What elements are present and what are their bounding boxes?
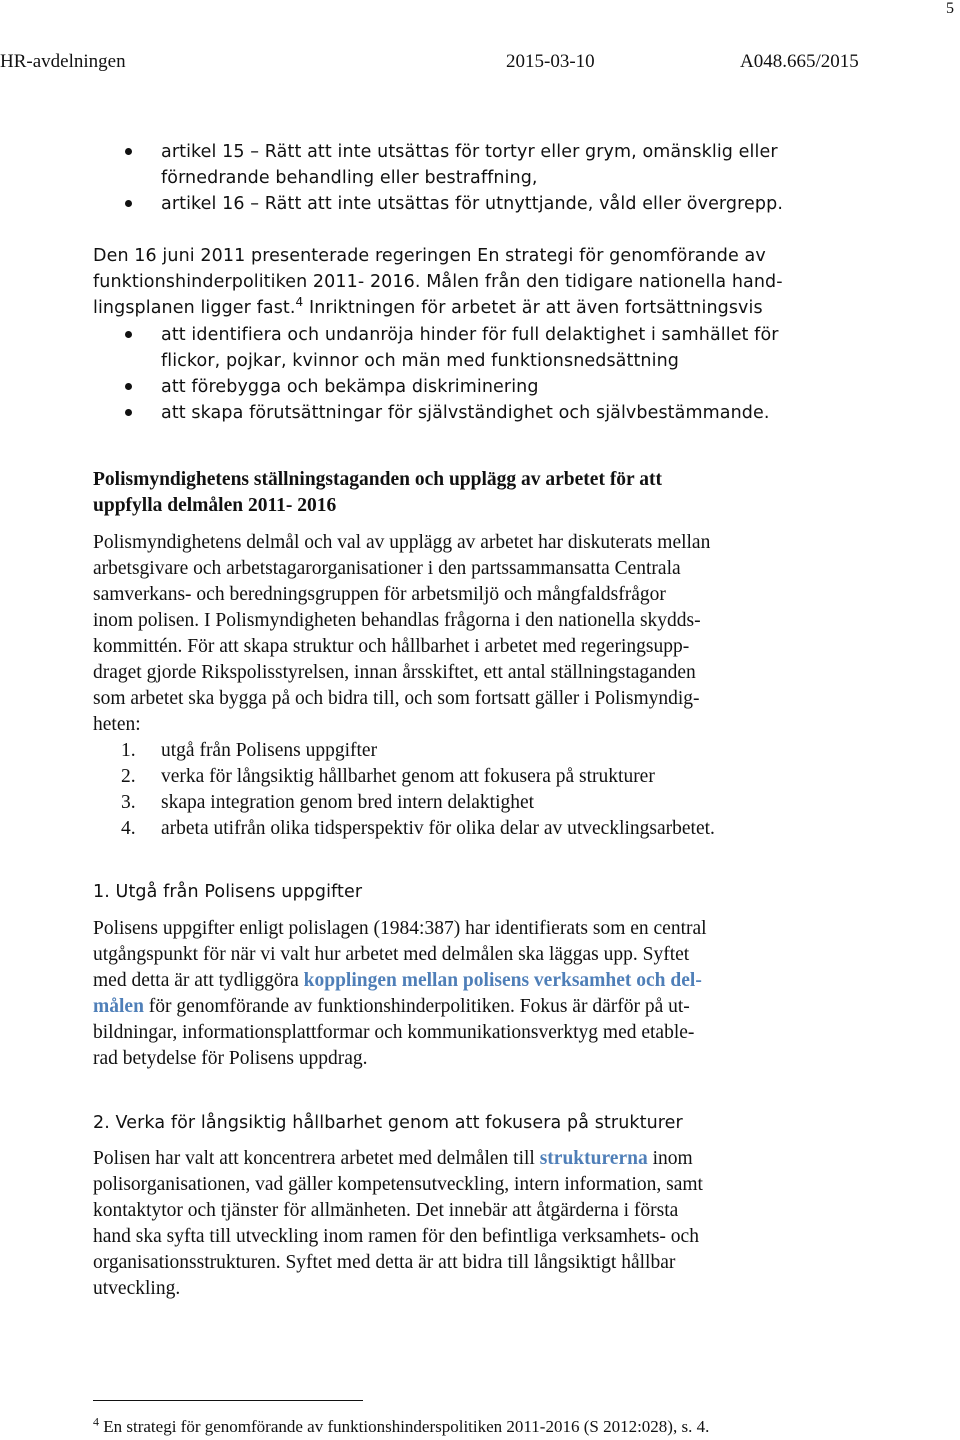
subsection1-heading: 1. Utgå från Polisens uppgifter bbox=[93, 882, 363, 902]
subsection1-paragraph: Polisens uppgifter enligt polislagen (1984:387) har identifierats som en central utgångspunkt för när vi valt hur arbetet med delmålen ska läggas upp. Syftet med detta är att tydliggöra kopplingen mellan polisens verksamhet och del- målen för genomförande av funktionshinderpolitiken. Fokus är därför på ut- bildningar, informationsplattformar och kommunikationsverktyg med etable- rad betydelse för Polisens uppdrag. bbox=[93, 918, 707, 1069]
list-item: 4. arbeta utifrån olika tidsperspektiv för olika delar av utvecklingsarbetet. bbox=[121, 818, 715, 839]
list-item: artikel 15 – Rätt att inte utsättas för tortyr eller grym, omänsklig eller förnedrande behandling eller bestraffning, bbox=[125, 139, 783, 191]
list-item: 3. skapa integration genom bred intern delaktighet bbox=[121, 792, 535, 813]
subsection2-paragraph: Polisen har valt att koncentrera arbetet med delmålen till strukturerna inom polisorganisationen, vad gäller kompetensutveckling, intern information, samt kontaktytor och tjänster för allmänheten. Det innebär att åtgärderna i första hand ska syfta till utveckling inom ramen för den befintliga verksamhets- och organisationsstrukturen. Syftet med detta är att bidra till långsiktigt hållbar utveckling. bbox=[93, 1148, 703, 1299]
subsection2-heading: 2. Verka för långsiktig hållbarhet genom att fokusera på strukturer bbox=[93, 1113, 683, 1133]
list-item: 1. utgå från Polisens uppgifter bbox=[121, 740, 378, 761]
goal-bullet-list bbox=[125, 322, 779, 426]
section-heading: Polismyndighetens ställningstaganden och upplägg av arbetet för att uppfylla delmålen 2011- 2016 bbox=[93, 469, 662, 516]
strategy-paragraph: Den 16 juni 2011 presenterade regeringen En strategi för genomförande av funktionshinderpolitiken 2011- 2016. Målen från den tidigare nationella hand- lingsplanen ligger fast.$^4$ Inriktningen för arbetet är att även fortsättningsvis bbox=[93, 246, 783, 318]
highlight-link[interactable]: strukturerna bbox=[539, 1148, 648, 1169]
list-item: 2. verka för långsiktig hållbarhet genom att fokusera på strukturer bbox=[121, 766, 655, 787]
highlight-link[interactable]: målen bbox=[93, 996, 144, 1017]
highlight-link[interactable]: kopplingen mellan polisens verksamhet och del- bbox=[303, 970, 702, 991]
header-reference: A048.665/2015 bbox=[740, 51, 859, 72]
list-item: att skapa förutsättningar för självständighet och självbestämmande. bbox=[125, 400, 779, 426]
section-paragraph: Polismyndighetens delmål och val av upplägg av arbetet har diskuterats mellan arbetsgivare och arbetstagarorganisationer i den partssammansatta Centrala samverkans- och beredningsgruppen för arbetsmiljö och mångfaldsfrågor inom polisen. I Polismyndigheten behandlas frågorna i den nationella skydds- kommittén. För att skapa struktur och hållbarhet i arbetet med regeringsupp- draget gjorde Rikspolisstyrelsen, innan årsskiftet, ett antal ställningstaganden som arbetet ska bygga på och bidra till, och som fortsatt gäller i Polismyndig- heten: bbox=[93, 532, 711, 735]
footnote-divider bbox=[93, 1400, 363, 1401]
article-bullet-list bbox=[125, 139, 783, 217]
header-date: 2015-03-10 bbox=[506, 51, 595, 72]
list-item: artikel 16 – Rätt att inte utsättas för utnyttjande, våld eller övergrepp. bbox=[125, 191, 783, 217]
list-item: att förebygga och bekämpa diskriminering bbox=[125, 374, 779, 400]
standpoints-list bbox=[121, 738, 715, 842]
list-item: att identifiera och undanröja hinder för full delaktighet i samhället för flickor, pojkar, kvinnor och män med funktionsnedsättning bbox=[125, 322, 779, 374]
footnote-reference[interactable]: 4 bbox=[295, 295, 304, 310]
footnote: $^4$ En strategi för genomförande av funktionshinderspolitiken 2011-2016 (S 2012:028), s. 4. bbox=[93, 1414, 710, 1436]
footnote-number: 4 bbox=[93, 1414, 99, 1429]
page-number: 5 bbox=[946, 0, 954, 17]
header-department: HR-avdelningen bbox=[0, 51, 126, 72]
